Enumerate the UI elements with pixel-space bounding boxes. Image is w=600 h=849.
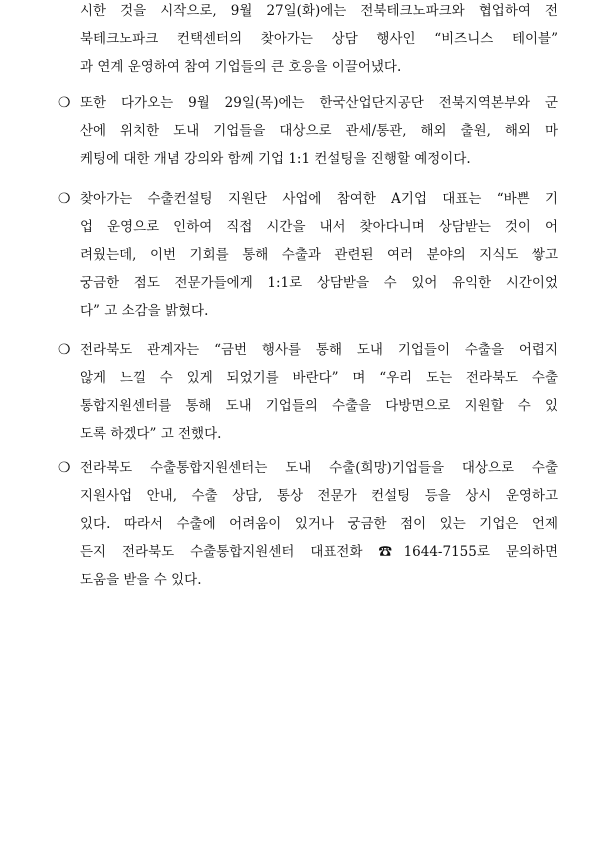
paragraph-lines — [80, 454, 558, 594]
text-line: 산에 위치한 도내 기업들을 대상으로 관세/통관, 해외 출원, 해외 마 — [80, 123, 558, 139]
text-line: 전라북도 관계자는 “금번 행사를 통해 도내 기업들이 수출을 어렵지 — [80, 342, 558, 358]
paragraph-lines — [80, 336, 558, 448]
text-line: 궁금한 점도 전문가들에게 1:1로 상담받을 수 있어 유익한 시간이었 — [80, 275, 558, 291]
text-line: 도록 하겠다” 고 전했다. — [80, 426, 222, 442]
text-line: 않게 느낄 수 있게 되었기를 바란다” 며 “우리 도는 전라북도 수출 — [80, 370, 558, 386]
text-line: 도움을 받을 수 있다. — [80, 572, 202, 588]
paragraph-lines — [80, 0, 558, 81]
text-line: 과 연계 운영하여 참여 기업들의 큰 호응을 이끌어냈다. — [80, 59, 402, 75]
text-line: 있다. 따라서 수출에 어려움이 있거나 궁금한 점이 있는 기업은 언제 — [80, 516, 558, 532]
bullet-icon: ❍ — [58, 342, 71, 358]
bullet-icon: ❍ — [58, 460, 71, 476]
text-line: 통합지원센터를 통해 도내 기업들의 수출을 다방면으로 지원할 수 있 — [80, 398, 558, 414]
paragraph-lines — [80, 89, 558, 173]
text-line: 업 운영으로 인하여 직접 시간을 내서 찾아다니며 상담받는 것이 어 — [80, 219, 558, 235]
bullet-icon: ❍ — [58, 95, 71, 111]
text-line: 다” 고 소감을 밝혔다. — [80, 303, 209, 319]
text-line: 지원사업 안내, 수출 상담, 통상 전문가 컨설팅 등을 상시 운영하고 — [80, 488, 558, 504]
text-line: 려웠는데, 이번 기회를 통해 수출과 관련된 여러 분야의 지식도 쌓고 — [80, 247, 558, 263]
text-line: 또한 다가오는 9월 29일(목)에는 한국산업단지공단 전북지역본부와 군 — [80, 95, 558, 111]
text-line: 케팅에 대한 개념 강의와 함께 기업 1:1 컨설팅을 진행할 예정이다. — [80, 151, 471, 167]
paragraph-lines — [80, 185, 558, 325]
text-line: 북테크노파크 컨택센터의 찾아가는 상담 행사인 “비즈니스 테이블” — [80, 31, 558, 47]
text-line: 든지 전라북도 수출통합지원센터 대표전화 ☎1644-7155로 문의하면 — [80, 544, 558, 560]
text-line: 찾아가는 수출컨설팅 지원단 사업에 참여한 A기업 대표는 “바쁜 기 — [80, 191, 558, 207]
text-line: 전라북도 수출통합지원센터는 도내 수출(희망)기업들을 대상으로 수출 — [80, 460, 558, 476]
text-line: 시한 것을 시작으로, 9월 27일(화)에는 전북테크노파크와 협업하여 전 — [80, 3, 558, 19]
bullet-icon: ❍ — [58, 191, 71, 207]
